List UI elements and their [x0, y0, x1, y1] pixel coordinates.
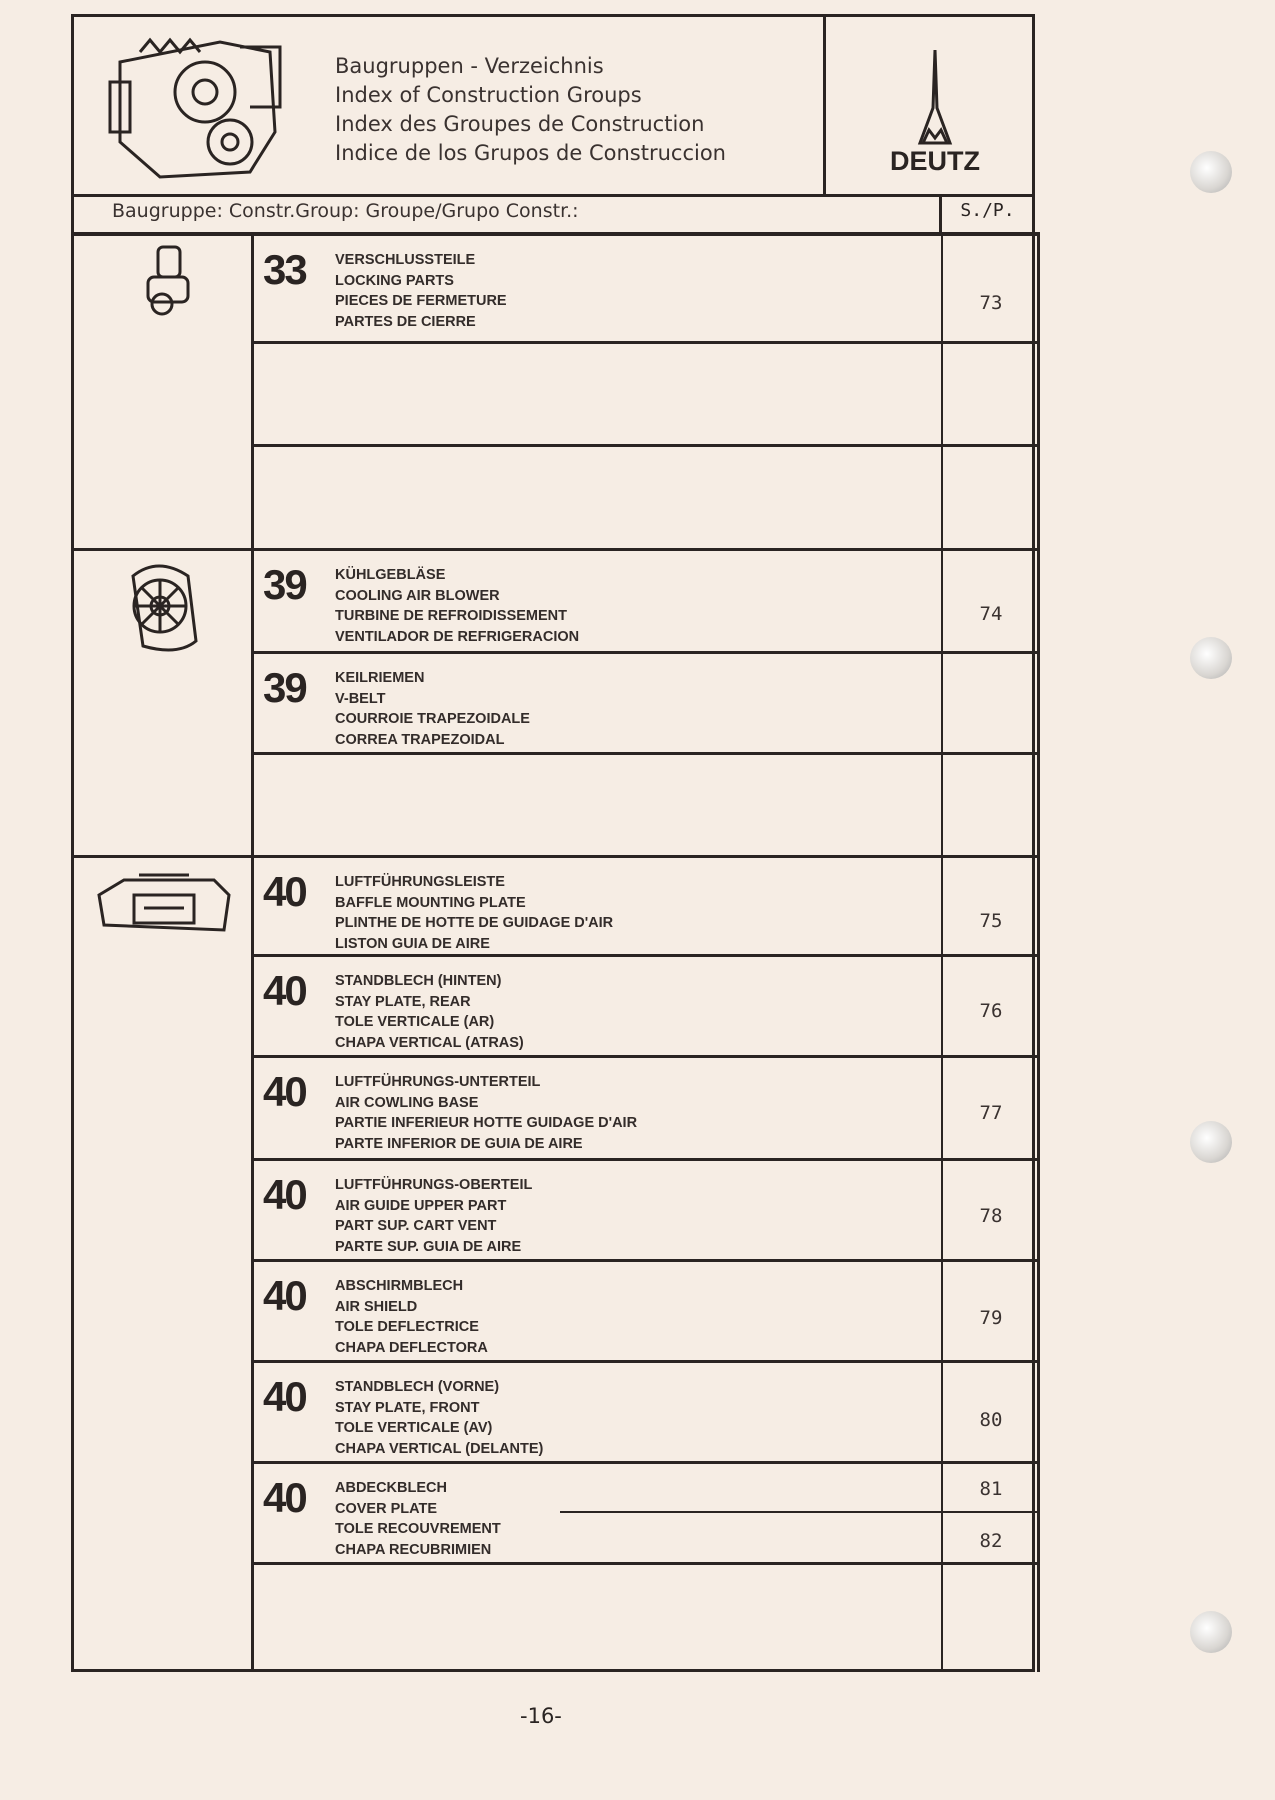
group-number: 33 — [263, 246, 306, 293]
row-line — [254, 752, 1040, 755]
row-line — [254, 1461, 1040, 1464]
group-number: 40 — [263, 868, 306, 915]
page-ref: 80 — [979, 1409, 1003, 1431]
group-number: 39 — [263, 664, 306, 711]
binder-hole — [1190, 1121, 1232, 1163]
split-line — [560, 1511, 1040, 1513]
row-line — [254, 1259, 1040, 1262]
title-es: Indice de los Grupos de Construccion — [335, 141, 726, 165]
binder-hole — [1190, 1611, 1232, 1653]
right-border — [1037, 234, 1040, 1672]
compressor-icon — [140, 242, 200, 322]
page-ref: 81 — [979, 1478, 1003, 1500]
air-guide-icon — [94, 870, 234, 940]
row-line — [254, 1158, 1040, 1161]
binder-hole — [1190, 151, 1232, 193]
group-line — [71, 855, 1040, 858]
row-line — [254, 341, 1040, 344]
group-names: LUFTFÜHRUNGSLEISTE BAFFLE MOUNTING PLATE PLINTHE DE HOTTE DE GUIDAGE D'AIR LISTON GUIA DE AIRE — [335, 874, 614, 952]
group-number: 40 — [263, 967, 306, 1014]
title-fr: Index des Groupes de Construction — [335, 112, 705, 136]
row-line — [254, 1562, 1040, 1565]
page-col-divider — [941, 234, 943, 1670]
group-number: 40 — [263, 1171, 306, 1218]
page-ref: 75 — [979, 910, 1003, 932]
cooling-blower-icon — [118, 556, 203, 661]
page-ref: 78 — [979, 1205, 1003, 1227]
row-line — [254, 444, 1040, 447]
page-number: -16- — [520, 1704, 562, 1728]
title-en: Index of Construction Groups — [335, 83, 642, 107]
group-names: STANDBLECH (HINTEN) STAY PLATE, REAR TOLE VERTICALE (AR) CHAPA VERTICAL (ATRAS) — [335, 973, 524, 1051]
group-number: 39 — [263, 561, 306, 608]
page-ref: 77 — [979, 1102, 1003, 1124]
title-de: Baugruppen - Verzeichnis — [335, 54, 604, 78]
header-titles — [335, 52, 726, 168]
group-names: LUFTFÜHRUNGS-OBERTEIL AIR GUIDE UPPER PART PART SUP. CART VENT PARTE SUP. GUIA DE AIRE — [335, 1177, 533, 1255]
group-names: LUFTFÜHRUNGS-UNTERTEIL AIR COWLING BASE PARTIE INFERIEUR HOTTE GUIDAGE D'AIR PARTE INFERIOR DE GUIA DE AIRE — [335, 1074, 638, 1152]
group-number: 40 — [263, 1373, 306, 1420]
column-header-group: Baugruppe: Constr.Group: Groupe/Grupo Constr.: — [112, 200, 579, 222]
index-frame — [71, 14, 1035, 1672]
page-ref-2: 82 — [979, 1530, 1003, 1552]
logo-divider — [823, 14, 826, 195]
binder-hole — [1190, 637, 1232, 679]
page-ref: 73 — [979, 292, 1003, 314]
group-number: 40 — [263, 1272, 306, 1319]
group-names: KÜHLGEBLÄSE COOLING AIR BLOWER TURBINE DE REFROIDISSEMENT VENTILADOR DE REFRIGERACION — [335, 567, 580, 645]
engine-illustration — [100, 22, 285, 187]
row-line — [254, 1055, 1040, 1058]
column-header-page: S./P. — [960, 200, 1015, 221]
deutz-logo — [855, 48, 1015, 173]
group-names: STANDBLECH (VORNE) STAY PLATE, FRONT TOLE VERTICALE (AV) CHAPA VERTICAL (DELANTE) — [335, 1379, 544, 1457]
page-ref: 74 — [979, 603, 1003, 625]
group-names: VERSCHLUSSTEILE LOCKING PARTS PIECES DE FERMETURE PARTES DE CIERRE — [335, 252, 507, 330]
image-col-divider — [251, 234, 254, 1670]
col-divider — [939, 195, 942, 234]
group-names: KEILRIEMEN V-BELT COURROIE TRAPEZOIDALE CORREA TRAPEZOIDAL — [335, 670, 530, 748]
colheader-divider — [71, 232, 1040, 236]
group-line — [71, 548, 1040, 551]
group-number: 40 — [263, 1068, 306, 1115]
row-line — [254, 651, 1040, 654]
page-ref: 79 — [979, 1307, 1003, 1329]
group-names: ABDECKBLECH COVER PLATE TOLE RECOUVREMENT CHAPA RECUBRIMIEN — [335, 1480, 501, 1558]
group-names: ABSCHIRMBLECH AIR SHIELD TOLE DEFLECTRICE CHAPA DEFLECTORA — [335, 1278, 488, 1356]
page-ref: 76 — [979, 1000, 1003, 1022]
header-divider — [71, 194, 1035, 197]
logo-text: DEUTZ — [890, 146, 980, 173]
row-line — [254, 954, 1040, 957]
row-line — [254, 1360, 1040, 1363]
group-number: 40 — [263, 1474, 306, 1521]
